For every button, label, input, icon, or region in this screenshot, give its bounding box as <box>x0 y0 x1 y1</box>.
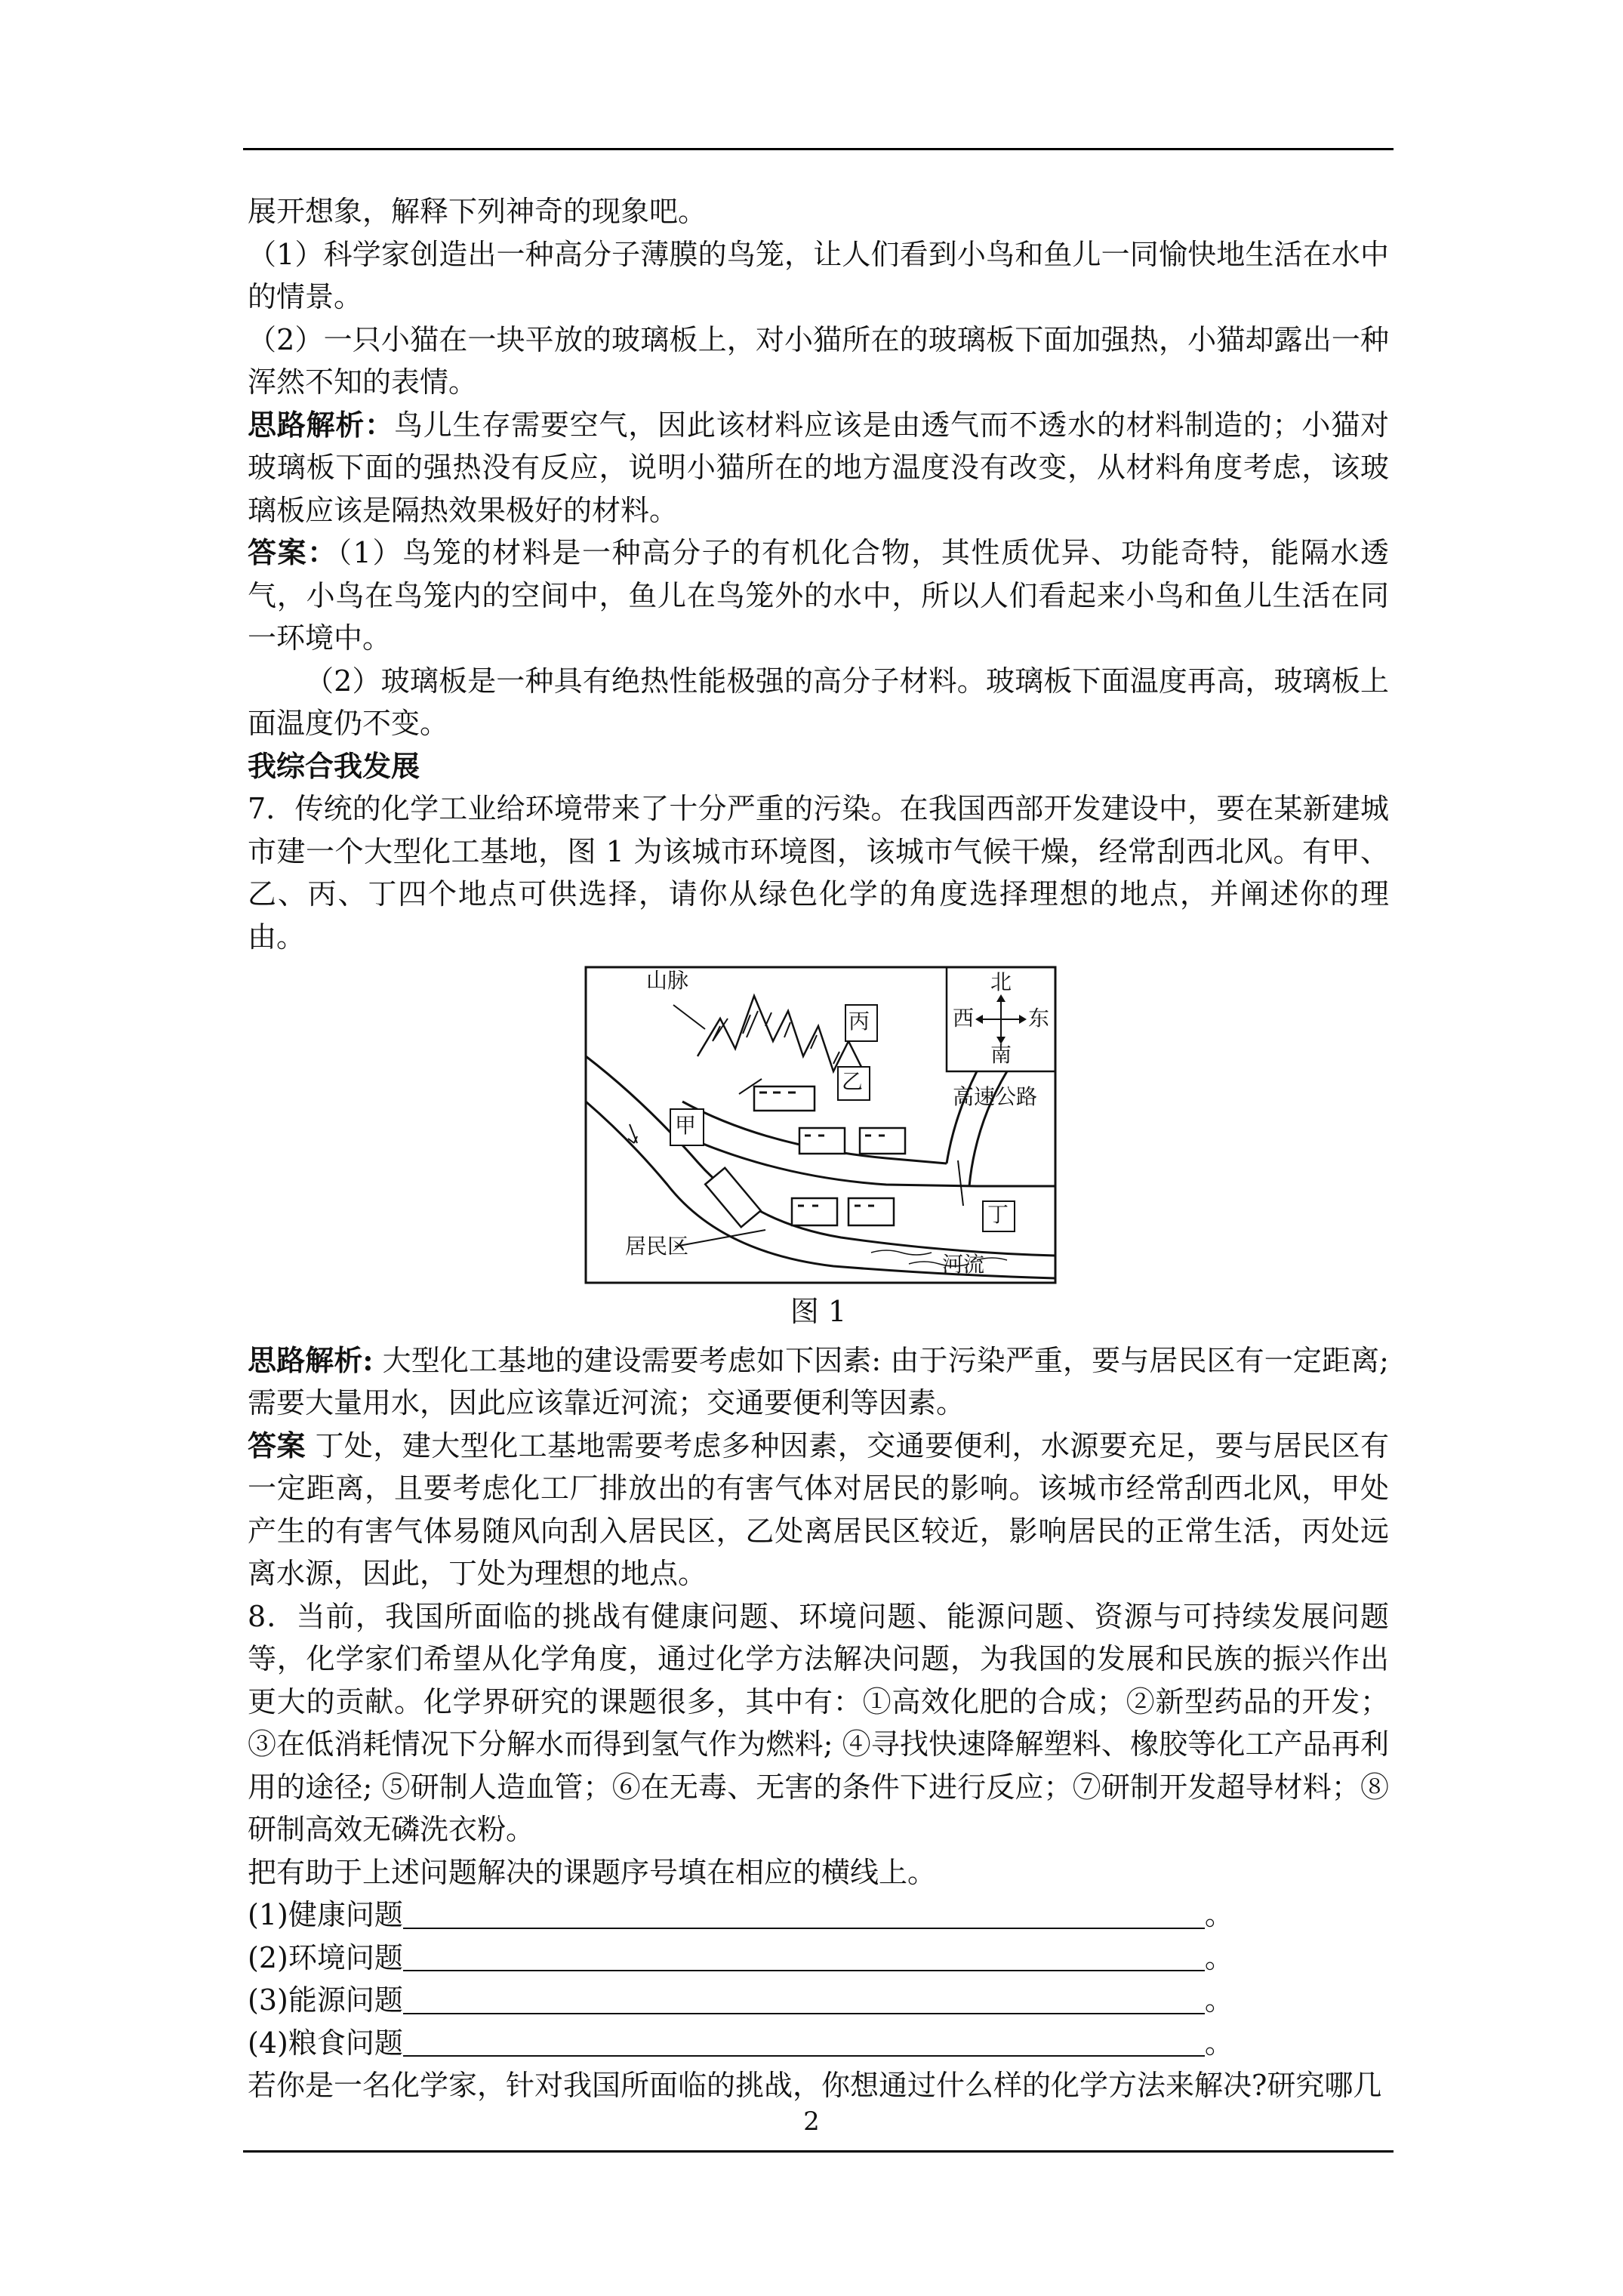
fill-line-food <box>248 2022 1389 2065</box>
fill-line-energy <box>248 1979 1389 2022</box>
figure-caption: 图 1 <box>790 1295 847 1328</box>
label-ding: 丁 <box>987 1202 1009 1227</box>
fill-end-energy: 。 <box>1204 1983 1233 2017</box>
compass-north: 北 <box>990 969 1012 994</box>
item-1-text: （1）科学家创造出一种高分子薄膜的鸟笼，让人们看到小鸟和鱼儿一同愉快地生活在水中的情景。 <box>248 237 1389 313</box>
answer-2 <box>248 1425 1389 1595</box>
fill-label-energy: (3)能源问题 <box>248 1983 403 2017</box>
answer-blank-environment[interactable] <box>403 1940 1205 1971</box>
fill-label-health: (1)健康问题 <box>248 1898 403 1931</box>
question-7: 7．传统的化学工业给环境带来了十分严重的污染。在我国西部开发建设中，要在某新建城市建一个大型化工基地，图 1 为该城市环境图，该城市气候干燥，经常刮西北风。有甲、乙、丙、丁四个地点可供选择，请你从绿色化学的角度选择理想的地点，并阐述你的理由。 <box>248 792 1389 954</box>
intro-line: 展开想象，解释下列神奇的现象吧。 <box>248 195 707 228</box>
compass-south: 南 <box>990 1042 1012 1067</box>
answer-2-text: 丁处，建大型化工基地需要考虑多种因素，交通要便利，水源要充足，要与居民区有一定距离，且要考虑化工厂排放出的有害气体对居民的影响。该城市经常刮西北风，甲处产生的有害气体易随风向刮入居民区，乙处离居民区较近，影响居民的正常生活，丙处远离水源，因此，丁处为理想的地点。 <box>248 1428 1389 1590</box>
header-rule <box>243 148 1394 150</box>
compass-west: 西 <box>953 1006 975 1031</box>
label-river: 河流 <box>942 1252 985 1277</box>
label-highway: 高速公路 <box>953 1084 1038 1109</box>
answer-blank-health[interactable] <box>403 1897 1205 1929</box>
fill-end-health: 。 <box>1204 1898 1233 1931</box>
question-8: 8．当前，我国所面临的挑战有健康问题、环境问题、能源问题、资源与可持续发展问题等，化学家们希望从化学角度，通过化学方法解决问题，为我国的发展和民族的振兴作出更大的贡献。化学界研究的课题很多，其中有：①高效化肥的合成；②新型药品的开发；③在低消耗情况下分解水而得到氢气作为燃料; ④寻找快速降解塑料、橡胶等化工产品再利用的途径; ⑤研制人造血管；⑥在无毒、无害的条件下进行反应；⑦研制开发超导材料；⑧研制高效无磷洗衣粉。 <box>248 1599 1389 1846</box>
compass-east: 东 <box>1028 1006 1050 1031</box>
answer-blank-food[interactable] <box>403 2025 1205 2057</box>
page-number: 2 <box>803 2106 820 2137</box>
label-bing: 丙 <box>848 1009 870 1034</box>
document-body <box>248 190 1389 2107</box>
analysis-2-label: 思路解析: <box>248 1342 374 1377</box>
item-2-text: （2）一只小猫在一块平放的玻璃板上，对小猫所在的玻璃板下面加强热，小猫却露出一种浑然不知的表情。 <box>248 322 1389 399</box>
answer-1-label: 答案： <box>248 535 337 569</box>
analysis-1-text: 鸟儿生存需要空气，因此该材料应该是由透气而不透水的材料制造的；小猫对玻璃板下面的强热没有反应，说明小猫所在的地方温度没有改变，从材料角度考虑，该玻璃板应该是隔热效果极好的材料。 <box>248 408 1389 527</box>
final-question-line: 若你是一名化学家，针对我国所面临的挑战，你想通过什么样的化学方法来解决?研究哪几 <box>248 2069 1382 2102</box>
fill-end-food: 。 <box>1204 2026 1233 2060</box>
footer-rule <box>243 2150 1394 2153</box>
answer-1-part2: （2）玻璃板是一种具有绝热性能极强的高分子材料。玻璃板下面温度再高，玻璃板上面温度仍不变。 <box>248 664 1389 740</box>
analysis-1 <box>248 404 1389 532</box>
fill-line-environment <box>248 1937 1389 1980</box>
label-mountain: 山脉 <box>646 968 689 993</box>
fill-label-environment: (2)环境问题 <box>248 1940 403 1974</box>
answer-1-text: （1）鸟笼的材料是一种高分子的有机化合物，其性质优异、功能奇特，能隔水透气，小鸟在鸟笼内的空间中，鱼儿在鸟笼外的水中，所以人们看起来小鸟和鱼儿生活在同一环境中。 <box>248 536 1389 655</box>
label-jia: 甲 <box>675 1113 697 1138</box>
answer-1 <box>248 532 1389 660</box>
fill-end-environment: 。 <box>1204 1940 1233 1974</box>
analysis-1-label: 思路解析： <box>248 407 394 442</box>
fill-line-health <box>248 1894 1389 1937</box>
analysis-2-text: 大型化工基地的建设需要考虑如下因素: 由于污染严重，要与居民区有一定距离; 需要大量用水，因此应该靠近河流；交通要便利等因素。 <box>248 1343 1389 1419</box>
answer-2-label: 答案 <box>248 1428 306 1462</box>
label-yi: 乙 <box>842 1069 864 1094</box>
section-title: 我综合我发展 <box>248 748 420 783</box>
city-environment-map <box>584 966 1098 1287</box>
answer-blank-energy[interactable] <box>403 1983 1205 2014</box>
label-residential: 居民区 <box>625 1234 689 1259</box>
fill-label-food: (4)粮食问题 <box>248 2026 403 2060</box>
analysis-2 <box>248 1339 1389 1425</box>
question-8-instruction: 把有助于上述问题解决的课题序号填在相应的横线上。 <box>248 1855 937 1889</box>
